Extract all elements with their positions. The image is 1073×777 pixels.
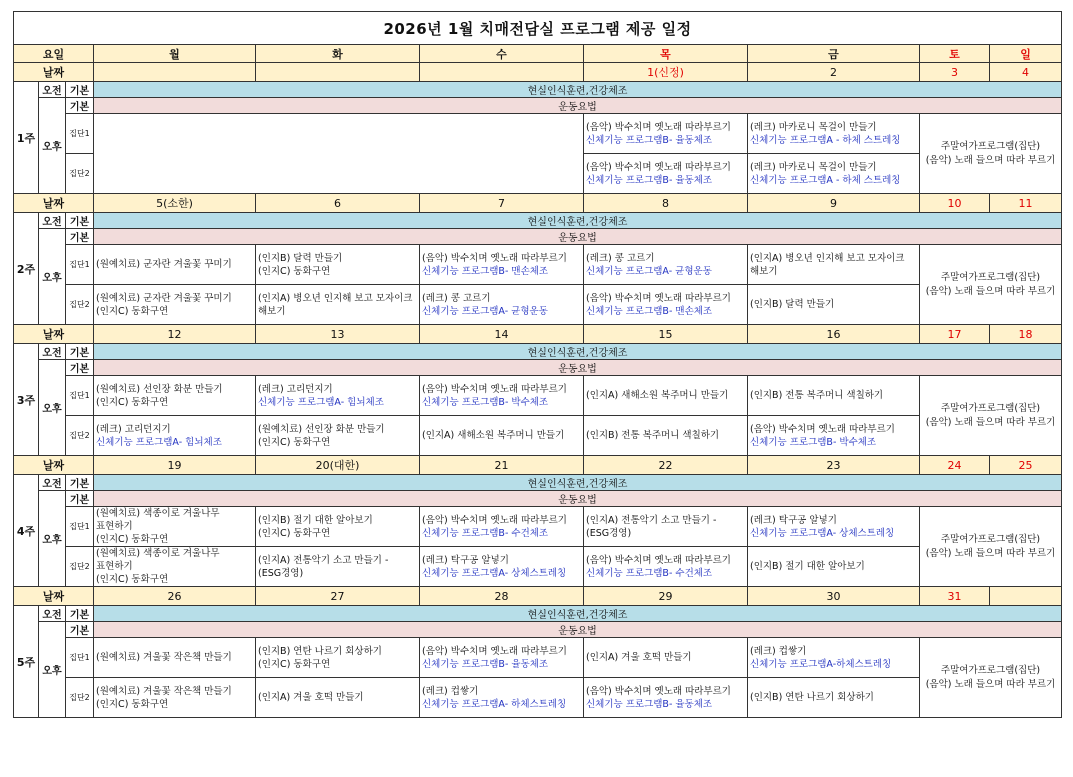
date-cell: 23 (748, 456, 920, 475)
date-label: 날짜 (14, 325, 94, 344)
date-label: 날짜 (14, 194, 94, 213)
group-row (14, 416, 1062, 456)
program-line: (원예치료) 색종이로 겨울나무 표현하기 (96, 548, 220, 572)
weekend-program-title: 주말여가프로그램(집단) (940, 664, 1041, 676)
program-line: (원예치료) 군자란 겨울꽃 꾸미기 (96, 292, 232, 304)
program-line: (인지A) 병오년 인지해 보고 모자이크 해보기 (258, 292, 413, 317)
program-cell (256, 638, 420, 678)
program-cell (256, 285, 420, 325)
program-line: (인지A) 겨울 호떡 만들기 (586, 652, 692, 663)
basic-label: 기본 (66, 491, 94, 507)
program-line: (음악) 박수치며 옛노래 따라부르기 (422, 383, 567, 395)
group-row (14, 547, 1062, 587)
program-cell (584, 285, 748, 325)
basic-label: 기본 (66, 98, 94, 114)
pm-label: 오후 (39, 622, 66, 718)
program-line: (레크) 콩 고르기 (586, 252, 655, 264)
date-cell: 5(소한) (94, 194, 256, 213)
program-line: (인지C) 동화구연 (96, 534, 169, 545)
program-line: (인지C) 동화구연 (96, 698, 169, 710)
program-cell (256, 376, 420, 416)
am-basic-program: 현실인식훈련,건강체조 (94, 475, 1062, 491)
am-label: 오전 (39, 344, 66, 360)
program-cell (420, 245, 584, 285)
group-row (14, 376, 1062, 416)
am-basic-row (14, 606, 1062, 622)
weekend-program-title: 주말여가프로그램(집단) (940, 402, 1041, 414)
weekday-header-label: 요일 (14, 45, 94, 63)
physical-program-line: 신체기능 프로그램A - 하체 스트레칭 (750, 174, 901, 186)
program-cell (94, 376, 256, 416)
program-cell (94, 547, 256, 587)
schedule-table (13, 11, 1062, 718)
program-cell (584, 245, 748, 285)
program-line: (인지C) 동화구연 (96, 396, 169, 408)
pm-label: 오후 (39, 229, 66, 325)
program-line: (인지A) 새해소원 복주머니 만들기 (586, 390, 729, 401)
program-cell (748, 547, 920, 587)
program-cell (748, 678, 920, 718)
am-label: 오전 (39, 606, 66, 622)
pm-basic-program: 운동요법 (94, 491, 1062, 507)
group2-label: 집단2 (66, 547, 94, 587)
group-row (14, 114, 1062, 154)
program-line: (인지A) 전통악기 소고 만들기 - (ESG경영) (258, 554, 389, 579)
program-line: (인지B) 절기 대한 알아보기 (258, 514, 373, 526)
date-cell (94, 63, 256, 82)
program-line: (음악) 박수치며 옛노래 따라부르기 (422, 514, 567, 526)
weekend-program-desc: (음악) 노래 들으며 따라 부르기 (925, 285, 1056, 297)
basic-label: 기본 (66, 213, 94, 229)
date-cell (990, 587, 1062, 606)
date-cell: 10 (920, 194, 990, 213)
group1-label: 집단1 (66, 376, 94, 416)
basic-label: 기본 (66, 229, 94, 245)
date-cell: 11 (990, 194, 1062, 213)
program-line: (레크) 고리던지기 (96, 423, 171, 435)
physical-program-line: 신체기능 프로그램B- 율동체조 (586, 698, 713, 710)
week-label: 3주 (14, 344, 39, 456)
weekday-tue: 화 (256, 45, 420, 63)
program-line: (레크) 컵쌓기 (422, 685, 479, 697)
program-line: (음악) 박수치며 옛노래 따라부르기 (586, 121, 731, 133)
program-line: (인지B) 절기 대한 알아보기 (750, 561, 865, 572)
program-line: (원예치료) 겨울꽃 작은책 만들기 (96, 685, 232, 697)
physical-program-line: 신체기능 프로그램A-하체스트레칭 (750, 658, 892, 670)
program-line: (인지B) 달력 만들기 (750, 299, 835, 310)
weekday-sat: 토 (920, 45, 990, 63)
pm-basic-program: 운동요법 (94, 622, 1062, 638)
weekend-program-title: 주말여가프로그램(집단) (940, 140, 1041, 152)
empty-cell (94, 114, 584, 194)
date-cell: 16 (748, 325, 920, 344)
physical-program-line: 신체기능 프로그램A- 균형운동 (422, 305, 548, 317)
program-line: (인지C) 동화구연 (258, 436, 331, 448)
program-line: (인지C) 동화구연 (258, 527, 331, 539)
program-cell (256, 678, 420, 718)
program-cell (748, 114, 920, 154)
date-cell: 17 (920, 325, 990, 344)
physical-program-line: 신체기능 프로그램A- 힘뇌체조 (258, 396, 384, 408)
program-line: (레크) 고리던지기 (258, 383, 333, 395)
program-line: (레크) 마카로니 목걸이 만들기 (750, 121, 877, 133)
date-cell: 2 (748, 63, 920, 82)
physical-program-line: 신체기능 프로그램A- 상체스트레칭 (750, 527, 895, 539)
date-cell: 3 (920, 63, 990, 82)
am-basic-row (14, 213, 1062, 229)
program-line: (레크) 탁구공 알넣기 (750, 514, 837, 526)
date-cell: 24 (920, 456, 990, 475)
program-line: (인지B) 연탄 나르기 회상하기 (258, 645, 382, 657)
program-line: (인지C) 동화구연 (258, 658, 331, 670)
program-cell (256, 416, 420, 456)
group-row (14, 285, 1062, 325)
pm-label: 오후 (39, 491, 66, 587)
physical-program-line: 신체기능 프로그램B- 수건체조 (422, 527, 549, 539)
date-row (14, 325, 1062, 344)
date-cell: 13 (256, 325, 420, 344)
pm-basic-row (14, 98, 1062, 114)
program-cell (256, 547, 420, 587)
program-cell (748, 638, 920, 678)
group1-label: 집단1 (66, 507, 94, 547)
group-row (14, 678, 1062, 718)
basic-label: 기본 (66, 606, 94, 622)
program-cell (748, 416, 920, 456)
group2-label: 집단2 (66, 678, 94, 718)
pm-basic-row (14, 229, 1062, 245)
physical-program-line: 신체기능 프로그램B- 율동체조 (422, 658, 549, 670)
weekend-program-cell (920, 638, 1062, 718)
date-row (14, 587, 1062, 606)
am-basic-program: 현실인식훈련,건강체조 (94, 606, 1062, 622)
date-cell: 30 (748, 587, 920, 606)
physical-program-line: 신체기능 프로그램B- 맨손체조 (586, 305, 713, 317)
weekend-program-desc: (음악) 노래 들으며 따라 부르기 (925, 547, 1056, 559)
pm-basic-row (14, 491, 1062, 507)
basic-label: 기본 (66, 344, 94, 360)
program-cell (420, 376, 584, 416)
weekend-program-cell (920, 245, 1062, 325)
physical-program-line: 신체기능 프로그램A- 균형운동 (586, 265, 712, 277)
group-row (14, 638, 1062, 678)
program-line: (원예치료) 겨울꽃 작은책 만들기 (96, 652, 232, 663)
weekend-program-desc: (음악) 노래 들으며 따라 부르기 (925, 154, 1056, 166)
date-cell: 6 (256, 194, 420, 213)
date-cell: 19 (94, 456, 256, 475)
am-basic-program: 현실인식훈련,건강체조 (94, 82, 1062, 98)
date-row (14, 63, 1062, 82)
program-line: (레크) 컵쌓기 (750, 645, 807, 657)
program-cell (256, 507, 420, 547)
weekend-program-title: 주말여가프로그램(집단) (940, 533, 1041, 545)
date-cell (420, 63, 584, 82)
physical-program-line: 신체기능 프로그램A- 상체스트레칭 (422, 567, 567, 579)
physical-program-line: 신체기능 프로그램B- 맨손체조 (422, 265, 549, 277)
program-cell (94, 416, 256, 456)
am-basic-row (14, 344, 1062, 360)
weekend-program-cell (920, 114, 1062, 194)
date-row (14, 456, 1062, 475)
program-line: (원예치료) 색종이로 겨울나무 표현하기 (96, 508, 220, 532)
basic-label: 기본 (66, 475, 94, 491)
date-cell: 25 (990, 456, 1062, 475)
date-cell: 9 (748, 194, 920, 213)
weekday-header-row (14, 45, 1062, 63)
basic-label: 기본 (66, 360, 94, 376)
program-cell (420, 285, 584, 325)
date-cell: 18 (990, 325, 1062, 344)
program-line: (원예치료) 선인장 화분 만들기 (258, 423, 385, 435)
program-line: (인지C) 동화구연 (96, 574, 169, 585)
program-cell (420, 416, 584, 456)
date-cell: 22 (584, 456, 748, 475)
program-cell (584, 678, 748, 718)
date-cell: 26 (94, 587, 256, 606)
date-cell: 4 (990, 63, 1062, 82)
program-line: (원예치료) 군자란 겨울꽃 꾸미기 (96, 259, 232, 270)
program-cell (420, 638, 584, 678)
date-cell: 8 (584, 194, 748, 213)
schedule-sheet (13, 11, 1062, 718)
group2-label: 집단2 (66, 154, 94, 194)
program-line: (음악) 박수치며 옛노래 따라부르기 (586, 292, 731, 304)
program-line: (레크) 탁구공 알넣기 (422, 554, 509, 566)
program-line: (음악) 박수치며 옛노래 따라부르기 (422, 645, 567, 657)
pm-basic-row (14, 360, 1062, 376)
physical-program-line: 신체기능 프로그램B- 박수체조 (422, 396, 549, 408)
am-basic-program: 현실인식훈련,건강체조 (94, 344, 1062, 360)
group-row (14, 507, 1062, 547)
program-cell (420, 507, 584, 547)
physical-program-line: 신체기능 프로그램B- 박수체조 (750, 436, 877, 448)
week-label: 2주 (14, 213, 39, 325)
program-line: (음악) 박수치며 옛노래 따라부르기 (586, 685, 731, 697)
pm-label: 오후 (39, 98, 66, 194)
basic-label: 기본 (66, 622, 94, 638)
program-cell (748, 154, 920, 194)
program-cell (584, 376, 748, 416)
date-row (14, 194, 1062, 213)
week-label: 5주 (14, 606, 39, 718)
weekend-program-desc: (음악) 노래 들으며 따라 부르기 (925, 678, 1056, 690)
weekend-program-desc: (음악) 노래 들으며 따라 부르기 (925, 416, 1056, 428)
physical-program-line: 신체기능 프로그램B- 수건체조 (586, 567, 713, 579)
week-label: 4주 (14, 475, 39, 587)
program-cell (584, 154, 748, 194)
group1-label: 집단1 (66, 114, 94, 154)
date-cell: 29 (584, 587, 748, 606)
group1-label: 집단1 (66, 245, 94, 285)
program-cell (584, 416, 748, 456)
program-line: (인지A) 겨울 호떡 만들기 (258, 692, 364, 703)
program-line: (인지C) 동화구연 (258, 265, 331, 277)
page-title: 2026년 1월 치매전담실 프로그램 제공 일정 (14, 12, 1062, 45)
program-cell (94, 638, 256, 678)
group2-label: 집단2 (66, 416, 94, 456)
program-cell (94, 507, 256, 547)
program-cell (584, 507, 748, 547)
date-cell: 1(신정) (584, 63, 748, 82)
am-basic-row (14, 475, 1062, 491)
date-cell: 31 (920, 587, 990, 606)
program-line: (음악) 박수치며 옛노래 따라부르기 (586, 554, 731, 566)
date-cell: 7 (420, 194, 584, 213)
program-line: (음악) 박수치며 옛노래 따라부르기 (750, 423, 895, 435)
program-line: (레크) 마카로니 목걸이 만들기 (750, 161, 877, 173)
program-line: (인지B) 달력 만들기 (258, 252, 343, 264)
program-cell (94, 285, 256, 325)
date-cell: 15 (584, 325, 748, 344)
program-line: (인지C) 동화구연 (96, 305, 169, 317)
program-cell (748, 507, 920, 547)
weekend-program-cell (920, 376, 1062, 456)
program-line: (레크) 콩 고르기 (422, 292, 491, 304)
weekday-sun: 일 (990, 45, 1062, 63)
weekday-fri: 금 (748, 45, 920, 63)
group-row (14, 245, 1062, 285)
physical-program-line: 신체기능 프로그램A- 하체스트레칭 (422, 698, 567, 710)
date-cell: 27 (256, 587, 420, 606)
program-line: (음악) 박수치며 옛노래 따라부르기 (422, 252, 567, 264)
program-line: (인지A) 새해소원 복주머니 만들기 (422, 430, 565, 441)
program-cell (584, 638, 748, 678)
am-label: 오전 (39, 475, 66, 491)
am-basic-program: 현실인식훈련,건강체조 (94, 213, 1062, 229)
date-cell (256, 63, 420, 82)
week-label: 1주 (14, 82, 39, 194)
program-cell (256, 245, 420, 285)
date-cell: 20(대한) (256, 456, 420, 475)
weekday-thu: 목 (584, 45, 748, 63)
program-line: (인지B) 연탄 나르기 회상하기 (750, 692, 874, 703)
date-label: 날짜 (14, 63, 94, 82)
physical-program-line: 신체기능 프로그램A- 힘뇌체조 (96, 436, 222, 448)
date-label: 날짜 (14, 587, 94, 606)
program-line: (인지B) 전통 복주머니 색칠하기 (750, 390, 884, 401)
program-line: (음악) 박수치며 옛노래 따라부르기 (586, 161, 731, 173)
physical-program-line: 신체기능 프로그램A - 하체 스트레칭 (750, 134, 901, 146)
weekend-program-cell (920, 507, 1062, 587)
am-label: 오전 (39, 213, 66, 229)
program-cell (94, 678, 256, 718)
physical-program-line: 신체기능 프로그램B- 율동체조 (586, 174, 713, 186)
pm-label: 오후 (39, 360, 66, 456)
pm-basic-program: 운동요법 (94, 360, 1062, 376)
physical-program-line: 신체기능 프로그램B- 율동체조 (586, 134, 713, 146)
program-line: (인지A) 전통악기 소고 만들기 - (ESG경영) (586, 514, 717, 539)
program-line: (인지A) 병오년 인지해 보고 모자이크 해보기 (750, 252, 905, 277)
group1-label: 집단1 (66, 638, 94, 678)
am-basic-row (14, 82, 1062, 98)
date-cell: 14 (420, 325, 584, 344)
program-cell (748, 285, 920, 325)
weekend-program-title: 주말여가프로그램(집단) (940, 271, 1041, 283)
program-cell (420, 678, 584, 718)
pm-basic-program: 운동요법 (94, 98, 1062, 114)
program-cell (584, 547, 748, 587)
date-label: 날짜 (14, 456, 94, 475)
date-cell: 28 (420, 587, 584, 606)
weekday-mon: 월 (94, 45, 256, 63)
date-cell: 12 (94, 325, 256, 344)
am-label: 오전 (39, 82, 66, 98)
program-line: (인지B) 전통 복주머니 색칠하기 (586, 430, 720, 441)
date-cell: 21 (420, 456, 584, 475)
program-cell (748, 376, 920, 416)
basic-label: 기본 (66, 82, 94, 98)
program-cell (584, 114, 748, 154)
program-cell (748, 245, 920, 285)
pm-basic-row (14, 622, 1062, 638)
group2-label: 집단2 (66, 285, 94, 325)
weekday-wed: 수 (420, 45, 584, 63)
program-cell (420, 547, 584, 587)
program-line: (원예치료) 선인장 화분 만들기 (96, 383, 223, 395)
pm-basic-program: 운동요법 (94, 229, 1062, 245)
program-cell (94, 245, 256, 285)
